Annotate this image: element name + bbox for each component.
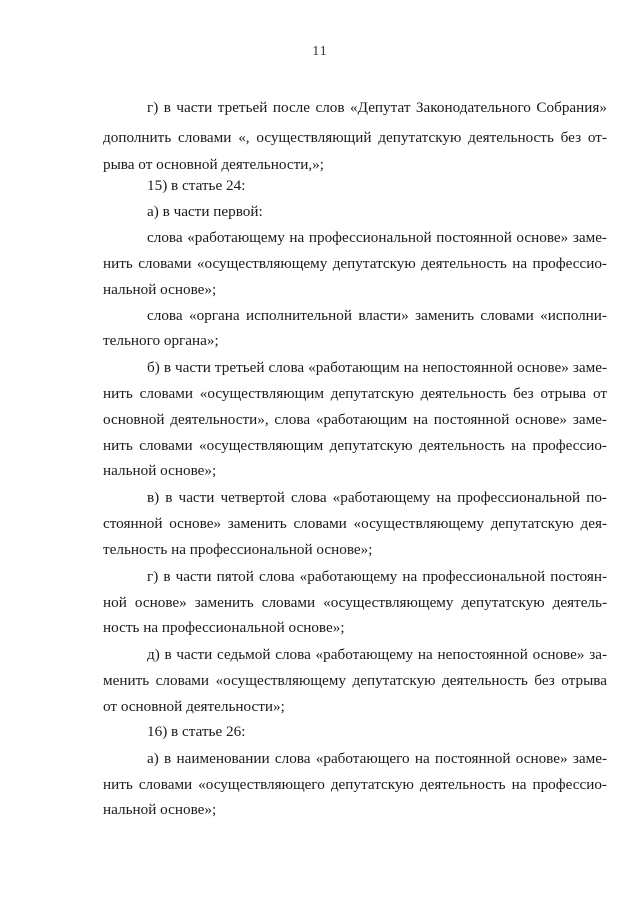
text-line: ность на профессиональной основе»;: [103, 619, 345, 636]
text-line: нить словами «осуществляющему депутатскую деятельность на профессио-: [103, 255, 607, 272]
text-line: рыва от основной деятельности,»;: [103, 156, 324, 173]
text-line: нальной основе»;: [103, 801, 217, 818]
text-line: нальной основе»;: [103, 462, 217, 479]
text-line: тельного органа»;: [103, 332, 219, 349]
text-line: в) в части четвертой слова «работающему на профессиональной по-: [147, 489, 607, 506]
text-line: ной основе» заменить словами «осуществляющему депутатскую деятель-: [103, 594, 607, 611]
text-line: основной деятельности», слова «работающим на постоянной основе» заме-: [103, 411, 607, 428]
text-line: 16) в статье 26:: [147, 723, 246, 740]
text-line: стоянной основе» заменить словами «осуществляющему депутатскую дея-: [103, 515, 607, 532]
page-number: 11: [312, 44, 328, 59]
text-line: нить словами «осуществляющим депутатскую деятельность без отрыва от: [103, 385, 607, 402]
text-line: тельность на профессиональной основе»;: [103, 541, 373, 558]
text-line: нить словами «осуществляющим депутатскую деятельность на профессио-: [103, 437, 607, 454]
text-line: нальной основе»;: [103, 281, 217, 298]
text-line: дополнить словами «, осуществляющий депутатскую деятельность без от-: [103, 129, 607, 146]
text-line: слова «органа исполнительной власти» заменить словами «исполни-: [147, 307, 607, 324]
text-line: г) в части третьей после слов «Депутат Законодательного Собрания»: [147, 99, 607, 116]
text-line: от основной деятельности»;: [103, 698, 285, 715]
text-line: д) в части седьмой слова «работающему на непостоянной основе» за-: [147, 646, 607, 663]
text-line: слова «работающему на профессиональной постоянной основе» заме-: [147, 229, 607, 246]
text-line: б) в части третьей слова «работающим на непостоянной основе» заме-: [147, 359, 607, 376]
text-line: 15) в статье 24:: [147, 177, 246, 194]
text-line: г) в части пятой слова «работающему на профессиональной постоян-: [147, 568, 607, 585]
text-line: менить словами «осуществляющему депутатскую деятельность без отрыва: [103, 672, 607, 689]
text-line: а) в наименовании слова «работающего на постоянной основе» заме-: [147, 750, 607, 767]
text-line: а) в части первой:: [147, 203, 263, 220]
text-line: нить словами «осуществляющего депутатскую деятельность на профессио-: [103, 776, 607, 793]
